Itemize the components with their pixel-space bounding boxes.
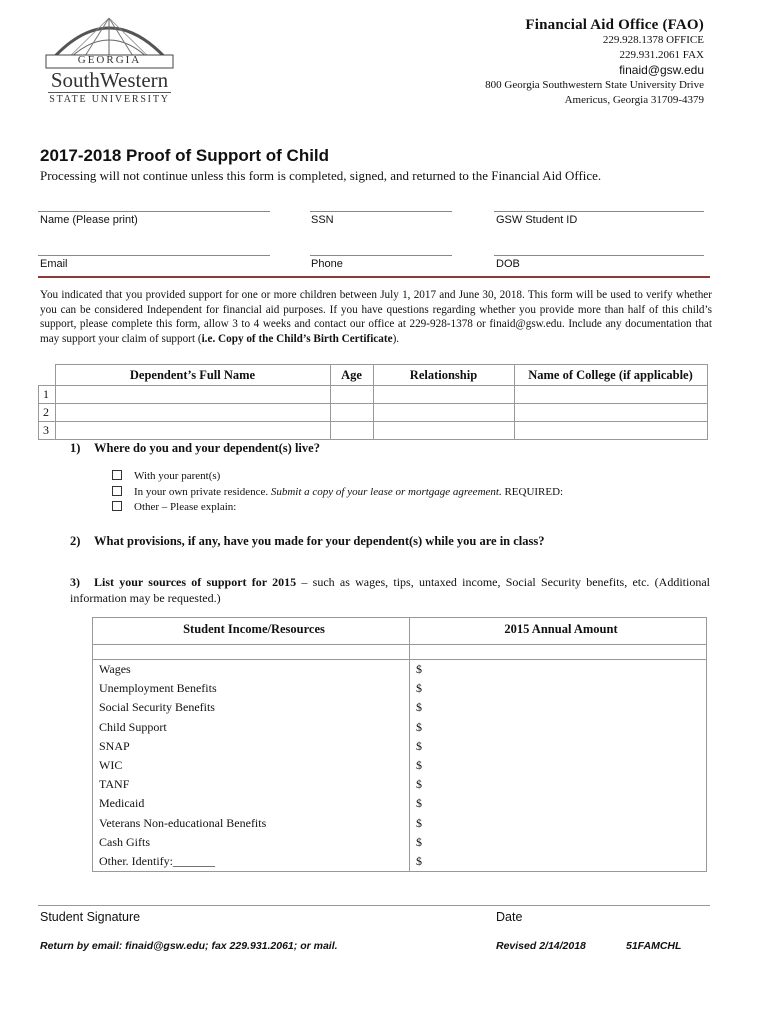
footer-revised: Revised 2/14/2018 [496,940,586,952]
income-row-label: Veterans Non-educational Benefits [99,815,267,830]
dependents-header-name: Dependent’s Full Name [55,365,330,386]
question-2 [70,534,545,549]
dependent-name-cell[interactable] [55,422,330,440]
dob-input-line[interactable] [494,255,704,256]
income-row-label: Other. Identify:_______ [99,854,215,869]
income-amounts-cell[interactable] [410,660,707,872]
dependent-relationship-cell[interactable] [373,386,514,404]
question-2-text: What provisions, if any, have you made for your dependent(s) while you are in class? [94,534,545,548]
income-row-label: Cash Gifts [99,834,150,849]
income-row-label: WIC [99,758,123,773]
dependent-college-cell[interactable] [514,386,707,404]
checkbox-icon[interactable] [112,501,122,511]
income-row-amount[interactable]: $ [416,854,422,869]
q1-option-other-label: Other – Please explain: [134,501,237,513]
question-3-text: – such as wages, tips, untaxed income, Social Security benefits, etc. (Additional information may be requested.) [70,575,711,605]
signature-line[interactable] [38,905,710,906]
dependent-college-cell[interactable] [514,422,707,440]
dependents-header-age: Age [330,365,373,386]
income-row-amount[interactable]: $ [416,758,422,773]
dependents-header-row [39,365,708,386]
office-phone: 229.928.1378 OFFICE [602,34,704,46]
q1-option-parents[interactable] [112,470,220,482]
intro-bold-text: i.e. Copy of the Child’s Birth Certificate [201,332,393,345]
spacer-cell [410,645,707,660]
office-address-line1: 800 Georgia Southwestern State University Drive [485,79,704,91]
form-title: 2017-2018 Proof of Support of Child [40,146,330,165]
question-1-text: Where do you and your dependent(s) live? [94,441,320,455]
income-row-amount[interactable]: $ [416,777,422,792]
dependent-name-cell[interactable] [55,404,330,422]
logo-divider [48,92,171,93]
question-3-bold: List your sources of support for 2015 [94,575,297,589]
office-contact-block [374,18,704,108]
dependents-index-header [39,365,56,386]
income-row-amount[interactable]: $ [416,700,422,715]
phone-input-line[interactable] [310,255,452,256]
q1-option-private-required: REQUIRED: [501,486,564,498]
dependent-college-cell[interactable] [514,404,707,422]
intro-text: You indicated that you provided support for one or more children between July 1, 2017 and June 30, 2018. This form will be used to verify whether you can be considered Independent for financial aid purposes. If you have questions regarding whether you provide more than half of this child’s support, please complete this form, allow 3 to 4 weeks and contact our office at 229-928-1378 or finaid@gsw.edu. Include any documentation that may support your claim of support ( [40,289,712,345]
income-row-amount[interactable]: $ [416,834,422,849]
q1-option-parents-label: With your parent(s) [134,470,221,482]
student-id-label: GSW Student ID [496,214,578,226]
checkbox-icon[interactable] [112,470,122,480]
office-name: Financial Aid Office (FAO) [525,17,704,33]
question-2-number: 2) [70,534,81,548]
income-row-label: SNAP [99,738,130,753]
income-row-amount[interactable]: $ [416,796,422,811]
checkbox-icon[interactable] [112,486,122,496]
question-1-number: 1) [70,441,81,455]
phone-label: Phone [311,258,343,270]
dependent-row-number: 1 [39,386,56,404]
footer-return: Return by email: finaid@gsw.edu; fax 229.931.2061; or mail. [40,940,338,952]
section-divider [38,276,710,278]
q1-option-private-note: Submit a copy of your lease or mortgage agreement. [270,486,502,498]
income-row-amount[interactable]: $ [416,662,422,676]
question-3 [70,574,710,606]
income-table [92,617,707,872]
intro-paragraph [40,288,712,346]
income-row-label: Unemployment Benefits [99,681,217,696]
dependent-relationship-cell[interactable] [373,422,514,440]
income-row-amount[interactable]: $ [416,738,422,753]
income-row-label: Medicaid [99,796,145,811]
logo-line1: GEORGIA [77,54,142,66]
income-header-resources: Student Income/Resources [93,618,410,645]
office-email: finaid@gsw.edu [619,63,704,77]
income-spacer-row [93,645,707,660]
dependent-row-number: 3 [39,422,56,440]
dependents-table [38,364,708,440]
q1-option-private-label: In your own private residence. [134,486,271,498]
income-header-row [93,618,707,645]
income-header-amount: 2015 Annual Amount [410,618,707,645]
income-row-amount[interactable]: $ [416,719,422,734]
spacer-cell [93,645,410,660]
form-subtitle: Processing will not continue unless this form is completed, signed, and returned to the Financial Aid Office. [40,168,602,183]
table-row [39,422,708,440]
question-3-number: 3) [70,575,80,589]
income-row-label: TANF [99,777,130,792]
ssn-input-line[interactable] [310,211,452,212]
table-row [39,404,708,422]
name-label: Name (Please print) [40,214,138,226]
intro-end: ). [392,332,400,345]
logo-line2: SouthWestern [50,68,169,92]
dob-label: DOB [496,258,520,270]
q1-option-other[interactable] [112,501,236,513]
income-row-amount[interactable]: $ [416,815,422,830]
income-row-label: Social Security Benefits [99,700,215,715]
table-row [39,386,708,404]
dependent-age-cell[interactable] [330,386,373,404]
name-input-line[interactable] [38,211,270,212]
q1-option-private-residence[interactable] [112,486,563,498]
question-1 [70,441,320,456]
logo-line3: STATE UNIVERSITY [49,94,170,105]
dependent-age-cell[interactable] [330,404,373,422]
income-labels-cell [93,660,410,872]
date-label: Date [496,910,523,924]
income-row-label: Child Support [99,719,167,734]
ssn-label: SSN [311,214,334,226]
dependents-header-college: Name of College (if applicable) [514,365,707,386]
dependent-name-cell[interactable] [55,386,330,404]
dependents-header-relationship: Relationship [373,365,514,386]
dependent-relationship-cell[interactable] [373,404,514,422]
university-logo [42,12,177,107]
signature-label: Student Signature [40,910,141,924]
email-label: Email [40,258,68,270]
income-row-label: Wages [99,662,131,676]
table-row [93,660,707,872]
income-row-amount[interactable]: $ [416,681,422,696]
dependent-age-cell[interactable] [330,422,373,440]
dependent-row-number: 2 [39,404,56,422]
footer-code: 51FAMCHL [626,940,682,952]
email-input-line[interactable] [38,255,270,256]
office-address-line2: Americus, Georgia 31709-4379 [564,94,704,106]
office-fax: 229.931.2061 FAX [619,49,704,61]
student-id-input-line[interactable] [494,211,704,212]
